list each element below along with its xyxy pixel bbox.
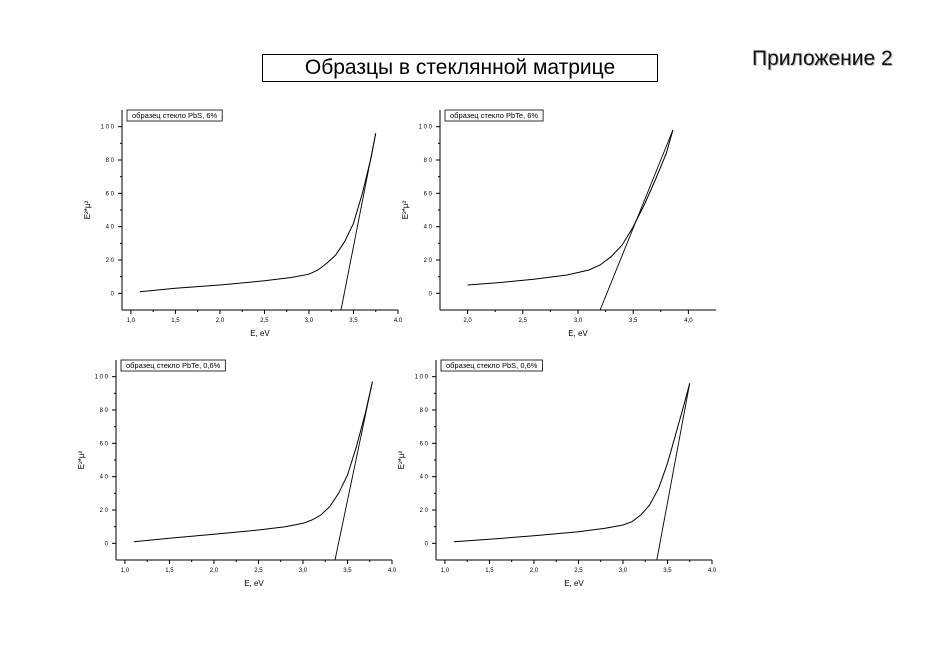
x-tick-label: 1,5 (171, 318, 180, 324)
y-tick-label: 1 0 0 (94, 374, 108, 381)
x-tick-label: 1,0 (126, 318, 136, 324)
y-tick-label: 6 0 (423, 191, 432, 198)
data-curve (134, 382, 373, 542)
x-axis-label: E, eV (564, 579, 584, 588)
data-curve (140, 133, 376, 291)
y-tick-label: 8 0 (105, 158, 114, 164)
tangent-line (335, 382, 372, 560)
x-tick-label: 2,5 (254, 568, 263, 574)
legend-text: образец стекло PbS, 0,6% (446, 361, 538, 370)
chart-pbte-6 (398, 100, 728, 345)
chart-pbs-6 (80, 100, 410, 345)
y-tick-label: 0 (428, 291, 432, 298)
y-tick-label: 0 (104, 541, 108, 548)
tangent-line (341, 133, 376, 310)
y-axis-label: E²*µ² (401, 200, 410, 220)
legend-text: образец стекло PbTe, 6% (450, 111, 539, 120)
legend (445, 110, 543, 121)
page-title (262, 54, 658, 82)
y-tick-label: 2 0 (99, 508, 108, 514)
x-tick-label: 2,0 (215, 318, 225, 324)
x-tick-label: 4,0 (393, 318, 403, 324)
y-tick-label: 2 0 (105, 258, 114, 264)
legend-text: образец стекло PbTe, 0,6% (126, 361, 221, 370)
tangent-line (657, 383, 690, 560)
y-tick-label: 6 0 (419, 441, 428, 448)
x-tick-label: 2,0 (209, 568, 219, 574)
x-axis-label: E, eV (568, 329, 588, 338)
y-tick-label: 6 0 (105, 191, 114, 198)
x-tick-label: 1,0 (440, 568, 450, 574)
y-tick-label: 1 0 0 (100, 124, 114, 131)
x-axis-label: E, eV (244, 579, 264, 588)
y-tick-label: 0 (424, 541, 428, 548)
legend (127, 110, 222, 121)
y-tick-label: 4 0 (419, 474, 428, 481)
y-tick-label: 4 0 (423, 224, 432, 231)
y-axis-label: E²*µ² (77, 450, 86, 470)
y-tick-label: 4 0 (99, 474, 108, 481)
x-tick-label: 2,0 (529, 568, 539, 574)
y-tick-label: 8 0 (423, 158, 432, 164)
x-tick-label: 2,5 (260, 318, 269, 324)
legend (121, 360, 225, 371)
appendix-label: Приложение 2 (752, 47, 893, 70)
x-tick-label: 4,0 (387, 568, 397, 574)
legend (441, 360, 542, 371)
x-tick-label: 2,5 (518, 318, 527, 324)
y-tick-label: 8 0 (419, 408, 428, 414)
x-tick-label: 3,5 (343, 568, 352, 574)
page-title-text: Образцы в стеклянной матрице (304, 56, 616, 79)
data-curve (468, 130, 673, 285)
y-tick-label: 4 0 (105, 224, 114, 231)
y-tick-label: 1 0 0 (418, 124, 432, 131)
data-curve (454, 383, 690, 541)
legend-text: образец стекло PbS, 6% (132, 111, 218, 120)
x-tick-label: 3,5 (663, 568, 672, 574)
x-axis-label: E, eV (250, 329, 270, 338)
x-tick-label: 1,5 (485, 568, 494, 574)
x-tick-label: 4,0 (684, 318, 693, 324)
y-tick-label: 2 0 (423, 258, 432, 264)
y-axis-label: E²*µ² (397, 450, 406, 470)
x-tick-label: 3,0 (298, 568, 308, 574)
x-tick-label: 4,0 (707, 568, 717, 574)
chart-pbs-06 (394, 350, 724, 595)
y-tick-label: 6 0 (99, 441, 108, 448)
y-tick-label: 0 (110, 291, 114, 298)
x-tick-label: 3,0 (304, 318, 314, 324)
y-axis-label: E²*µ² (83, 200, 92, 220)
x-tick-label: 2,5 (574, 568, 583, 574)
tangent-line (600, 130, 673, 310)
x-tick-label: 3,5 (349, 318, 358, 324)
x-tick-label: 3,5 (629, 318, 638, 324)
x-tick-label: 3,0 (618, 568, 628, 574)
x-tick-label: 3,0 (573, 318, 583, 324)
x-tick-label: 2,0 (463, 318, 472, 324)
x-tick-label: 1,0 (120, 568, 130, 574)
y-tick-label: 8 0 (99, 408, 108, 414)
y-tick-label: 2 0 (419, 508, 428, 514)
chart-pbte-06 (74, 350, 404, 595)
y-tick-label: 1 0 0 (414, 374, 428, 381)
x-tick-label: 1,5 (165, 568, 174, 574)
